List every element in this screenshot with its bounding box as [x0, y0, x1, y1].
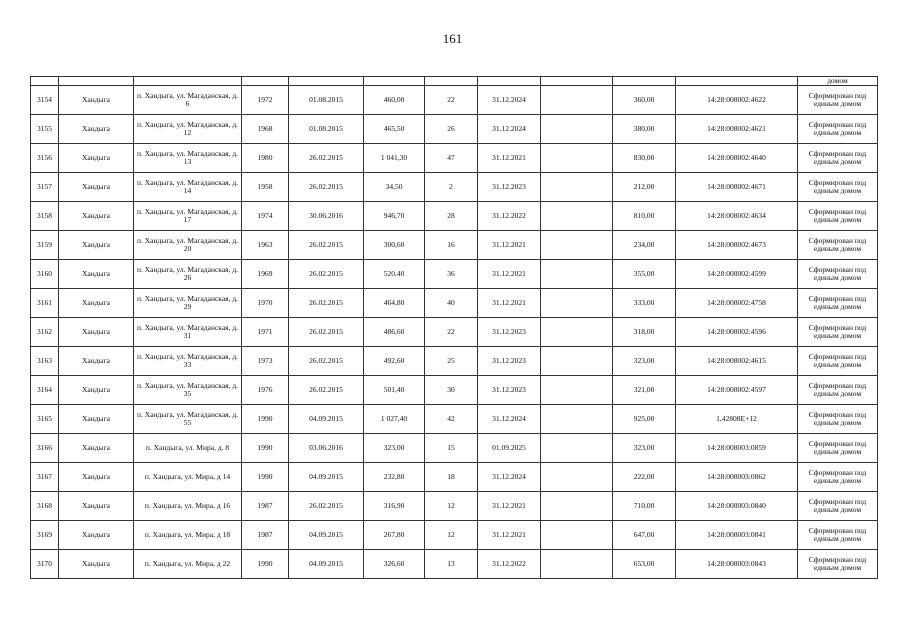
table-row — [31, 347, 878, 376]
table-row — [31, 115, 878, 144]
area-secondary-cell: 360,00 — [613, 86, 676, 115]
row-number-cell: 3154 — [31, 86, 59, 115]
area-secondary-cell: 830,00 — [613, 144, 676, 173]
area-secondary-cell: 321,00 — [613, 376, 676, 405]
address-cell: п. Хандыга, ул. Мира, д. 8 — [134, 434, 242, 463]
year-built-cell: 1958 — [242, 173, 289, 202]
empty-cell — [541, 405, 613, 434]
area-cell: 267,80 — [364, 521, 425, 550]
status-cell: Сформирован под единым домом — [798, 463, 878, 492]
locality-cell: Хандыга — [59, 260, 134, 289]
year-built-cell: 1990 — [242, 434, 289, 463]
locality-cell: Хандыга — [59, 521, 134, 550]
status-cell: Сформирован под единым домом — [798, 405, 878, 434]
status-cell: Сформирован под единым домом — [798, 434, 878, 463]
year-built-cell: 1969 — [242, 260, 289, 289]
deadline-cell: 31.12.2024 — [478, 463, 541, 492]
table-row — [31, 144, 878, 173]
address-cell: п. Хандыга, ул. Магаданская, д. 26 — [134, 260, 242, 289]
status-cell: Сформирован под единым домом — [798, 173, 878, 202]
deadline-cell: 31.12.2023 — [478, 347, 541, 376]
status-cell: Сформирован под единым домом — [798, 231, 878, 260]
date-cell: 01.08.2015 — [289, 115, 364, 144]
status-cell: Сформирован под единым домом — [798, 347, 878, 376]
area-secondary-cell: 333,00 — [613, 289, 676, 318]
empty-cell — [541, 86, 613, 115]
address-cell: п. Хандыга, ул. Мира, д 14 — [134, 463, 242, 492]
status-cell: Сформирован под единым домом — [798, 318, 878, 347]
cadastral-number-cell: 14:28:008002:4640 — [676, 144, 798, 173]
deadline-cell: 31.12.2024 — [478, 86, 541, 115]
locality-cell: Хандыга — [59, 434, 134, 463]
cadastral-number-cell: 14:28:008002:4673 — [676, 231, 798, 260]
cadastral-number-cell: 14:28:008002:4671 — [676, 173, 798, 202]
locality-cell: Хандыга — [59, 347, 134, 376]
locality-cell: Хандыга — [59, 144, 134, 173]
status-cell: Сформирован под единым домом — [798, 521, 878, 550]
area-cell: 300,60 — [364, 231, 425, 260]
cadastral-number-cell: 14:28:008002:4634 — [676, 202, 798, 231]
page-number: 161 — [442, 31, 463, 46]
table-header-row — [31, 77, 878, 86]
status-cell: Сформирован под единым домом — [798, 492, 878, 521]
date-cell: 01.08.2015 — [289, 86, 364, 115]
address-cell: п. Хандыга, ул. Магаданская, д. 31 — [134, 318, 242, 347]
year-built-cell: 1971 — [242, 318, 289, 347]
row-number-cell: 3163 — [31, 347, 59, 376]
residents-cell: 42 — [425, 405, 478, 434]
row-number-cell: 3158 — [31, 202, 59, 231]
area-cell: 316,90 — [364, 492, 425, 521]
cadastral-number-cell: 14:28:008002:4597 — [676, 376, 798, 405]
row-number-cell: 3170 — [31, 550, 59, 579]
area-cell: 465,50 — [364, 115, 425, 144]
status-cell: Сформирован под единым домом — [798, 202, 878, 231]
cadastral-number-cell: 14:28:008002:4596 — [676, 318, 798, 347]
address-cell: п. Хандыга, ул. Мира, д 22 — [134, 550, 242, 579]
date-cell: 04.09.2015 — [289, 550, 364, 579]
housing-register-table — [30, 76, 878, 579]
date-cell: 26.02.2015 — [289, 173, 364, 202]
cadastral-number-cell: 14:28:008002:4615 — [676, 347, 798, 376]
locality-cell: Хандыга — [59, 289, 134, 318]
locality-cell: Хандыга — [59, 463, 134, 492]
empty-cell — [541, 521, 613, 550]
area-cell: 1 027,40 — [364, 405, 425, 434]
table-row — [31, 434, 878, 463]
area-secondary-cell: 653,00 — [613, 550, 676, 579]
address-cell: п. Хандыга, ул. Магаданская, д. 14 — [134, 173, 242, 202]
cadastral-number-cell: 14:28:008002:4622 — [676, 86, 798, 115]
year-built-cell: 1972 — [242, 86, 289, 115]
cadastral-number-cell: 1,42808E+12 — [676, 405, 798, 434]
row-number-cell: 3164 — [31, 376, 59, 405]
table-row — [31, 463, 878, 492]
status-cell: Сформирован под единым домом — [798, 289, 878, 318]
address-cell: п. Хандыга, ул. Мира, д 18 — [134, 521, 242, 550]
residents-cell: 18 — [425, 463, 478, 492]
date-cell: 26.02.2015 — [289, 347, 364, 376]
date-cell: 04.09.2015 — [289, 521, 364, 550]
residents-cell: 36 — [425, 260, 478, 289]
locality-cell: Хандыга — [59, 202, 134, 231]
residents-cell: 16 — [425, 231, 478, 260]
year-built-cell: 1963 — [242, 231, 289, 260]
deadline-cell: 31.12.2021 — [478, 289, 541, 318]
date-cell: 26.02.2015 — [289, 231, 364, 260]
empty-cell — [541, 202, 613, 231]
cadastral-number-cell: 14:28:008003:0841 — [676, 521, 798, 550]
deadline-cell: 31.12.2021 — [478, 260, 541, 289]
deadline-cell: 31.12.2021 — [478, 231, 541, 260]
area-cell: 464,80 — [364, 289, 425, 318]
address-cell: п. Хандыга, ул. Магаданская, д. 6 — [134, 86, 242, 115]
year-built-cell: 1974 — [242, 202, 289, 231]
deadline-cell: 31.12.2023 — [478, 318, 541, 347]
deadline-cell: 31.12.2022 — [478, 550, 541, 579]
address-cell: п. Хандыга, ул. Магаданская, д. 29 — [134, 289, 242, 318]
year-built-cell: 1987 — [242, 492, 289, 521]
year-built-cell: 1973 — [242, 347, 289, 376]
empty-cell — [541, 289, 613, 318]
row-number-cell: 3156 — [31, 144, 59, 173]
table-row — [31, 86, 878, 115]
area-cell: 1 041,30 — [364, 144, 425, 173]
area-cell: 326,60 — [364, 550, 425, 579]
empty-cell — [541, 115, 613, 144]
table-row — [31, 318, 878, 347]
residents-cell: 2 — [425, 173, 478, 202]
residents-cell: 15 — [425, 434, 478, 463]
residents-cell: 12 — [425, 492, 478, 521]
address-cell: п. Хандыга, ул. Магаданская, д. 12 — [134, 115, 242, 144]
status-cell: домом — [798, 77, 878, 86]
status-cell: Сформирован под единым домом — [798, 86, 878, 115]
year-built-cell: 1990 — [242, 405, 289, 434]
deadline-cell: 01.09.2025 — [478, 434, 541, 463]
row-number-cell: 3167 — [31, 463, 59, 492]
locality-cell: Хандыга — [59, 376, 134, 405]
year-built-cell: 1987 — [242, 521, 289, 550]
year-built-cell: 1990 — [242, 463, 289, 492]
area-secondary-cell: 710,00 — [613, 492, 676, 521]
residents-cell: 25 — [425, 347, 478, 376]
cadastral-number-cell: 14:28:008003:0859 — [676, 434, 798, 463]
deadline-cell: 31.12.2021 — [478, 492, 541, 521]
residents-cell: 28 — [425, 202, 478, 231]
address-cell: п. Хандыга, ул. Магаданская, д. 55 — [134, 405, 242, 434]
area-secondary-cell: 355,00 — [613, 260, 676, 289]
address-cell: п. Хандыга, ул. Магаданская, д. 20 — [134, 231, 242, 260]
date-cell: 04.09.2015 — [289, 405, 364, 434]
empty-cell — [541, 260, 613, 289]
locality-cell: Хандыга — [59, 550, 134, 579]
row-number-cell: 3159 — [31, 231, 59, 260]
table-row — [31, 376, 878, 405]
area-secondary-cell: 925,00 — [613, 405, 676, 434]
residents-cell: 22 — [425, 318, 478, 347]
status-cell: Сформирован под единым домом — [798, 260, 878, 289]
date-cell: 30.06.2016 — [289, 202, 364, 231]
row-number-cell: 3168 — [31, 492, 59, 521]
empty-cell — [541, 463, 613, 492]
date-cell: 26.02.2015 — [289, 492, 364, 521]
row-number-cell: 3161 — [31, 289, 59, 318]
deadline-cell: 31.12.2021 — [478, 521, 541, 550]
date-cell: 26.02.2015 — [289, 260, 364, 289]
year-built-cell: 1970 — [242, 289, 289, 318]
date-cell: 03.06.2016 — [289, 434, 364, 463]
address-cell: п. Хандыга, ул. Мира, д 16 — [134, 492, 242, 521]
cadastral-number-cell: 14:28:008003:0840 — [676, 492, 798, 521]
row-number-cell: 3166 — [31, 434, 59, 463]
area-secondary-cell: 323,00 — [613, 347, 676, 376]
empty-cell — [541, 318, 613, 347]
area-cell: 323,00 — [364, 434, 425, 463]
table-row — [31, 521, 878, 550]
empty-cell — [541, 434, 613, 463]
cadastral-number-cell: 14:28:008002:4621 — [676, 115, 798, 144]
status-cell: Сформирован под единым домом — [798, 115, 878, 144]
residents-cell: 47 — [425, 144, 478, 173]
row-number-cell: 3157 — [31, 173, 59, 202]
locality-cell: Хандыга — [59, 115, 134, 144]
residents-cell: 30 — [425, 376, 478, 405]
status-cell: Сформирован под единым домом — [798, 550, 878, 579]
status-cell: Сформирован под единым домом — [798, 376, 878, 405]
date-cell: 26.02.2015 — [289, 376, 364, 405]
status-cell: Сформирован под единым домом — [798, 144, 878, 173]
locality-cell: Хандыга — [59, 405, 134, 434]
residents-cell: 22 — [425, 86, 478, 115]
area-cell: 520,40 — [364, 260, 425, 289]
area-cell: 501,40 — [364, 376, 425, 405]
empty-cell — [541, 231, 613, 260]
address-cell: п. Хандыга, ул. Магаданская, д. 17 — [134, 202, 242, 231]
table-row — [31, 202, 878, 231]
area-secondary-cell: 234,00 — [613, 231, 676, 260]
table-row — [31, 550, 878, 579]
area-cell: 232,80 — [364, 463, 425, 492]
table-row — [31, 289, 878, 318]
cadastral-number-cell: 14:28:008003:0843 — [676, 550, 798, 579]
empty-cell — [541, 550, 613, 579]
year-built-cell: 1980 — [242, 144, 289, 173]
area-secondary-cell: 222,00 — [613, 463, 676, 492]
deadline-cell: 31.12.2022 — [478, 202, 541, 231]
cadastral-number-cell: 14:28:008002:4758 — [676, 289, 798, 318]
residents-cell: 40 — [425, 289, 478, 318]
area-secondary-cell: 212,00 — [613, 173, 676, 202]
residents-cell: 12 — [425, 521, 478, 550]
locality-cell: Хандыга — [59, 231, 134, 260]
year-built-cell: 1968 — [242, 115, 289, 144]
deadline-cell: 31.12.2023 — [478, 376, 541, 405]
table-row — [31, 492, 878, 521]
locality-cell: Хандыга — [59, 492, 134, 521]
table-row — [31, 260, 878, 289]
area-secondary-cell: 380,00 — [613, 115, 676, 144]
row-number-cell: 3169 — [31, 521, 59, 550]
cadastral-number-cell: 14:28:008003:0862 — [676, 463, 798, 492]
empty-cell — [541, 347, 613, 376]
empty-cell — [541, 173, 613, 202]
address-cell: п. Хандыга, ул. Магаданская, д. 33 — [134, 347, 242, 376]
area-cell: 946,70 — [364, 202, 425, 231]
date-cell: 26.02.2015 — [289, 289, 364, 318]
address-cell: п. Хандыга, ул. Магаданская, д. 13 — [134, 144, 242, 173]
cadastral-number-cell: 14:28:008002:4599 — [676, 260, 798, 289]
table-row — [31, 231, 878, 260]
deadline-cell: 31.12.2024 — [478, 115, 541, 144]
deadline-cell: 31.12.2023 — [478, 173, 541, 202]
address-cell: п. Хандыга, ул. Магаданская, д. 35 — [134, 376, 242, 405]
row-number-cell: 3165 — [31, 405, 59, 434]
empty-cell — [541, 144, 613, 173]
area-secondary-cell: 647,00 — [613, 521, 676, 550]
deadline-cell: 31.12.2021 — [478, 144, 541, 173]
area-secondary-cell: 323,00 — [613, 434, 676, 463]
date-cell: 26.02.2015 — [289, 318, 364, 347]
table-row — [31, 405, 878, 434]
empty-cell — [541, 376, 613, 405]
residents-cell: 13 — [425, 550, 478, 579]
residents-cell: 26 — [425, 115, 478, 144]
date-cell: 26.02.2015 — [289, 144, 364, 173]
empty-cell — [541, 492, 613, 521]
area-cell: 486,60 — [364, 318, 425, 347]
date-cell: 04.09.2015 — [289, 463, 364, 492]
locality-cell: Хандыга — [59, 318, 134, 347]
area-cell: 460,00 — [364, 86, 425, 115]
row-number-cell: 3155 — [31, 115, 59, 144]
area-cell: 492,60 — [364, 347, 425, 376]
row-number-cell: 3162 — [31, 318, 59, 347]
locality-cell: Хандыга — [59, 86, 134, 115]
area-secondary-cell: 810,00 — [613, 202, 676, 231]
year-built-cell: 1976 — [242, 376, 289, 405]
year-built-cell: 1990 — [242, 550, 289, 579]
row-number-cell: 3160 — [31, 260, 59, 289]
table-row — [31, 173, 878, 202]
area-secondary-cell: 318,00 — [613, 318, 676, 347]
deadline-cell: 31.12.2024 — [478, 405, 541, 434]
locality-cell: Хандыга — [59, 173, 134, 202]
area-cell: 34,50 — [364, 173, 425, 202]
